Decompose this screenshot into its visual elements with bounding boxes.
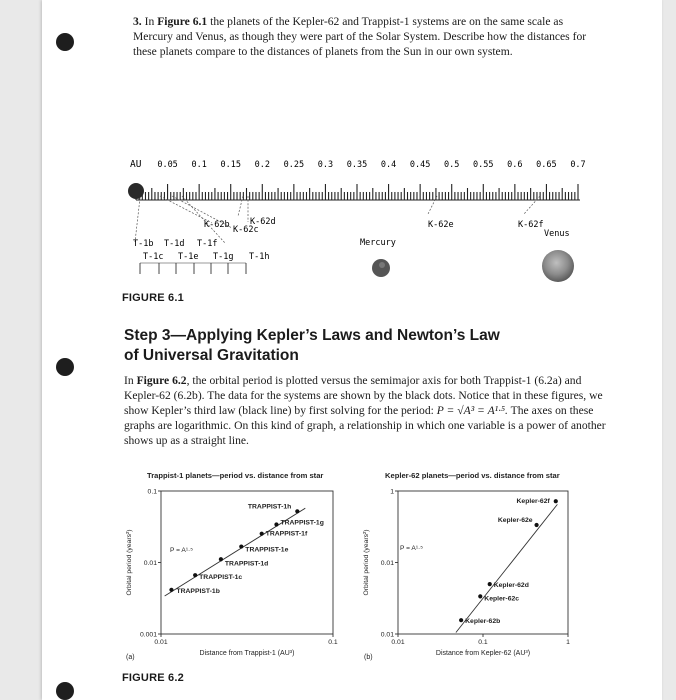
au-tick-label: 0.6	[507, 160, 523, 170]
au-tick-label: 0.15	[220, 160, 241, 170]
au-tick-label: 0.3	[317, 160, 334, 170]
plot-frame	[398, 491, 568, 634]
data-point	[478, 594, 482, 598]
point-label: Kepler-62d	[493, 582, 529, 590]
planet-venus	[542, 250, 574, 282]
x-tick-label: 0.01	[391, 639, 405, 646]
y-tick-label: 0.001	[139, 631, 157, 639]
au-tick-label: 0.25	[283, 160, 305, 170]
au-label: AU	[130, 159, 142, 170]
figure-ref: Figure 6.2	[136, 374, 187, 387]
figure-6-1	[120, 150, 590, 290]
star-sun	[128, 183, 144, 199]
point-label: TRAPPIST-1g	[280, 519, 324, 527]
label-mercury: Mercury	[360, 238, 396, 248]
au-tick-label: 0.2	[254, 160, 270, 170]
x-tick-label: 0.01	[154, 639, 168, 646]
chart-trappist1	[120, 466, 340, 666]
data-point	[534, 523, 538, 527]
label-t1f: T-1f	[197, 239, 218, 249]
paragraph-text1: , the orbital period is plotted versus the semimajor axis for both Trappist-1 (6.2a) and Kepler-62 (6.2b). The data for the systems are shown by the black dots. Notice that in these figures, we show Kepler’s third law (black line) by first solving for the period:	[124, 374, 603, 417]
question-number: 3.	[133, 15, 142, 28]
au-ruler	[136, 184, 580, 200]
label-k62b: K-62b	[204, 220, 230, 230]
au-tick-label: 0.55	[473, 160, 494, 170]
x-tick-label: 0.1	[328, 639, 338, 646]
figure-6-1-caption: FIGURE 6.1	[122, 292, 184, 304]
label-t1b: T-1b	[133, 239, 154, 249]
y-axis-label: Orbital period (years²)	[363, 529, 370, 596]
au-tick-label: 0.05	[157, 160, 178, 170]
point-label: Kepler-62e	[497, 516, 533, 524]
label-t1g: T-1g	[213, 252, 234, 262]
question-3	[133, 14, 603, 59]
label-k62e: K-62e	[428, 220, 454, 230]
fit-label: P = A¹·⁵	[400, 545, 423, 552]
binder-hole	[56, 33, 74, 51]
x-axis-label: Distance from Kepler-62 (AU³)	[435, 650, 531, 657]
data-point	[295, 509, 299, 513]
y-tick-label: 0.01	[380, 631, 394, 639]
label-t1c: T-1c	[143, 252, 164, 262]
y-tick-label: 0.01	[380, 560, 394, 567]
x-tick-label: 0.1	[478, 639, 488, 646]
data-point	[239, 544, 243, 548]
point-label: TRAPPIST-1e	[245, 546, 289, 554]
au-tick-label: 0.4	[380, 160, 397, 170]
label-t1h: T-1h	[249, 252, 270, 262]
question-text: the planets of the Kepler-62 and Trappist-1 systems are on the same scale as Mercury and Venus, as though they were part of the Solar System. Describe how the distances for these planets compare to the distances of planets from the Sun in our own system.	[133, 15, 587, 58]
au-tick-label: 0.65	[536, 160, 557, 170]
point-label: TRAPPIST-1b	[176, 587, 220, 595]
fit-label: P = A¹·⁵	[170, 547, 193, 554]
kepler-formula: P = √A³ = A¹·⁵.	[436, 404, 508, 417]
leader-lines	[135, 196, 540, 243]
paragraph-text2: The axes on these graphs are logarithmic. On this kind of graph, a relationship in which one variable is a power of another shows up as a straight line.	[124, 404, 606, 447]
au-tick-labels	[157, 160, 585, 170]
label-k62f: K-62f	[518, 220, 544, 230]
data-point	[260, 532, 264, 536]
au-tick-label: 0.7	[570, 160, 586, 170]
planet-mercury	[372, 259, 390, 277]
question-lead: In	[144, 15, 155, 28]
point-label: TRAPPIST-1h	[247, 503, 292, 511]
point-label: Kepler-62f	[516, 498, 550, 506]
point-label: TRAPPIST-1c	[199, 574, 243, 582]
paragraph-lead: In	[124, 374, 134, 387]
binder-hole	[56, 682, 74, 700]
label-t1e: T-1e	[178, 252, 199, 262]
chart-title: Kepler-62 planets—period vs. distance from star	[385, 471, 560, 480]
x-tick-label: 1	[566, 639, 570, 646]
x-axis-label: Distance from Trappist-1 (AU³)	[199, 650, 295, 657]
au-tick-label: 0.1	[191, 160, 207, 170]
body-paragraph	[124, 373, 609, 448]
data-point	[488, 582, 492, 586]
label-venus: Venus	[544, 229, 570, 239]
section-heading-line2: of Universal Gravitation	[124, 347, 299, 364]
section-heading	[124, 326, 604, 366]
point-label: Kepler-62b	[465, 618, 501, 626]
au-tick-label: 0.35	[346, 160, 368, 170]
point-label: Kepler-62c	[484, 595, 520, 603]
trappist-markers	[140, 263, 246, 274]
y-tick-label: 0.1	[147, 488, 157, 496]
panel-label: (b)	[364, 654, 373, 661]
chart-kepler62	[358, 466, 590, 666]
data-point	[554, 499, 558, 503]
panel-label: (a)	[126, 654, 135, 661]
au-tick-label: 0.5	[444, 160, 460, 170]
au-tick-label: 0.45	[409, 160, 431, 170]
binder-hole	[56, 358, 74, 376]
data-point	[274, 522, 278, 526]
y-tick-label: 0.01	[143, 560, 157, 567]
figure-ref: Figure 6.1	[157, 15, 208, 28]
point-label: TRAPPIST-1f	[265, 530, 308, 538]
data-point	[459, 618, 463, 622]
data-point	[219, 557, 223, 561]
data-point	[169, 588, 173, 592]
label-t1d: T-1d	[164, 239, 185, 249]
point-label: TRAPPIST-1d	[224, 560, 269, 568]
y-tick-label: 1	[390, 488, 394, 496]
figure-6-2-caption: FIGURE 6.2	[122, 672, 184, 684]
chart-title: Trappist-1 planets—period vs. distance from star	[147, 471, 324, 480]
section-heading-line1: Step 3—Applying Kepler’s Laws and Newton’s Law	[124, 327, 500, 344]
data-point	[193, 573, 197, 577]
y-axis-label: Orbital period (years²)	[126, 529, 133, 596]
mercury-crater	[379, 262, 385, 268]
label-k62c: K-62c	[233, 225, 259, 235]
label-k62d: K-62d	[250, 217, 276, 227]
